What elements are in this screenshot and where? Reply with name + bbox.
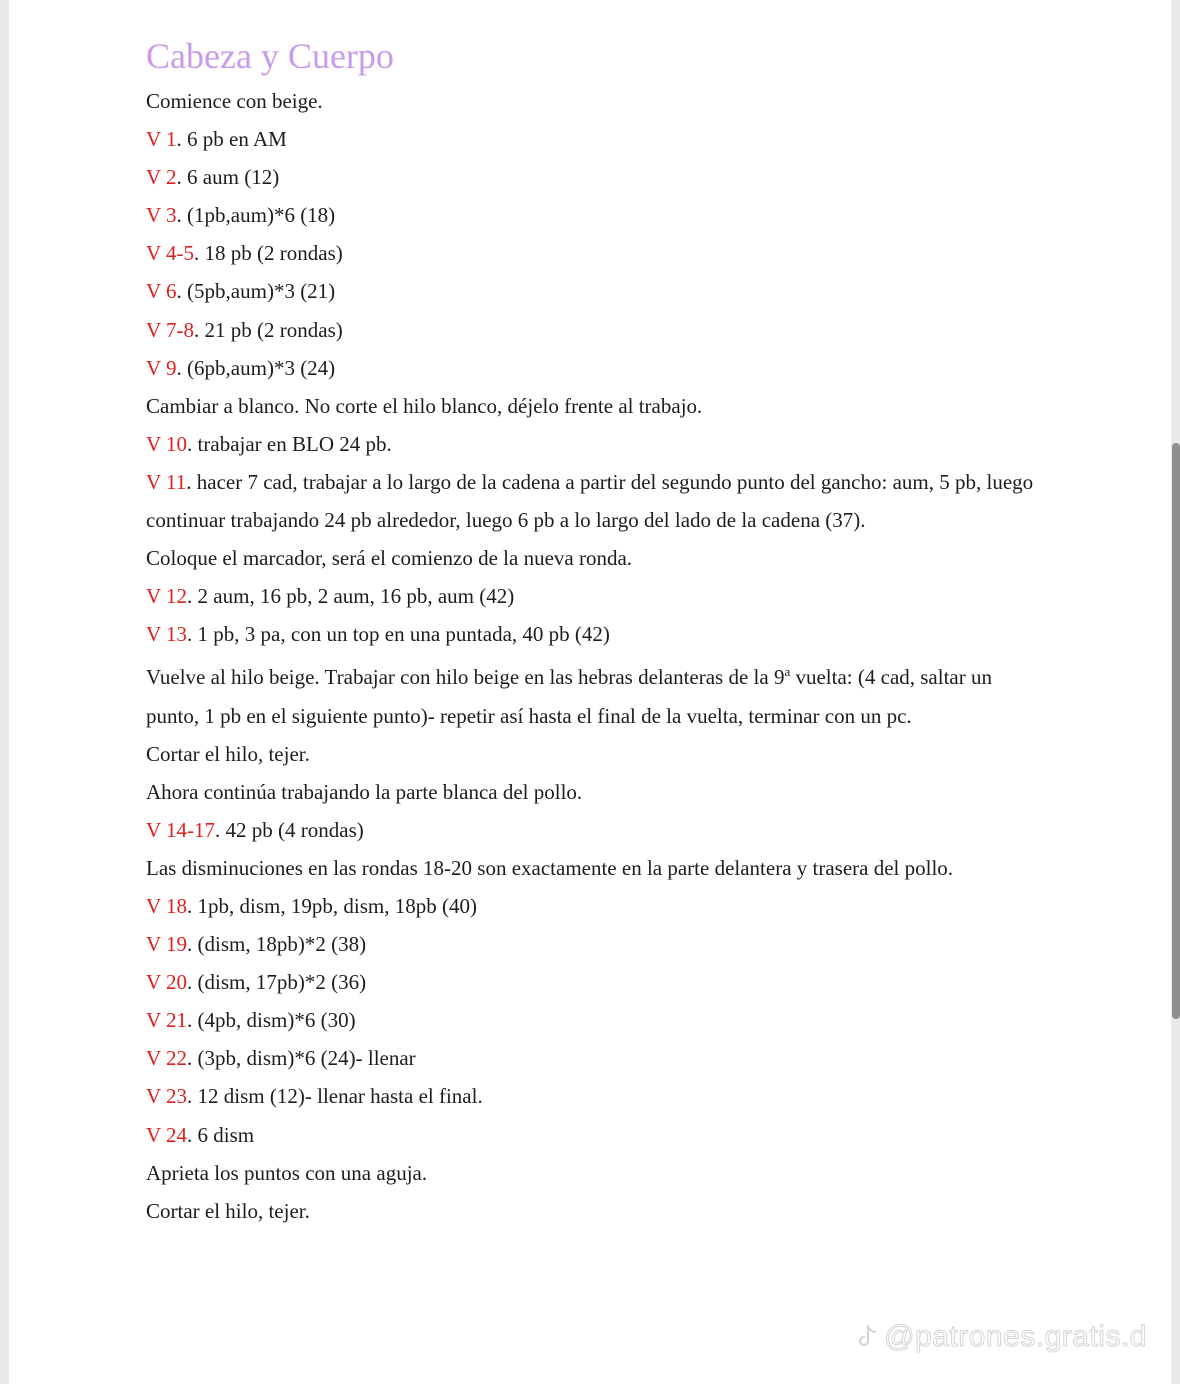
round-label: V 22 xyxy=(146,1046,188,1071)
instruction-text: Aprieta los puntos con una aguja. xyxy=(146,1160,428,1185)
round-line xyxy=(146,1001,1046,1039)
instruction-line xyxy=(146,849,1046,887)
instruction-text: vuelta: (4 cad, saltar un punto, 1 pb en el siguiente punto)- repetir así hasta el final de la vuelta, terminar con un pc. xyxy=(146,665,992,728)
round-text: . (dism, 18pb)*2 (38) xyxy=(187,932,367,957)
round-line xyxy=(146,311,1046,349)
round-text: . (3pb, dism)*6 (24)- llenar xyxy=(187,1046,416,1071)
instruction-line xyxy=(146,387,1046,425)
round-text: . 18 pb (2 rondas) xyxy=(194,241,343,266)
instruction-line xyxy=(146,1154,1046,1192)
round-line xyxy=(146,577,1046,615)
round-line xyxy=(146,925,1046,963)
round-text: . (5pb,aum)*3 (21) xyxy=(176,279,336,304)
instruction-text: Cambiar a blanco. No corte el hilo blanco, déjelo frente al trabajo. xyxy=(146,393,703,418)
instruction-text: Las disminuciones en las rondas 18-20 son exactamente en la parte delantera y trasera del pollo. xyxy=(146,855,954,880)
round-text: . 21 pb (2 rondas) xyxy=(194,317,343,342)
round-label: V 6 xyxy=(146,279,177,304)
round-line xyxy=(146,1039,1046,1077)
round-text: . 2 aum, 16 pb, 2 aum, 16 pb, aum (42) xyxy=(187,584,515,609)
round-label: V 12 xyxy=(146,584,188,609)
round-text: . 42 pb (4 rondas) xyxy=(215,817,364,842)
round-text: . 1 pb, 3 pa, con un top en una puntada, 40 pb (42) xyxy=(187,622,610,647)
round-line xyxy=(146,887,1046,925)
instruction-line xyxy=(146,653,1046,734)
instruction-text: Comience con beige. xyxy=(146,89,323,113)
round-label: V 23 xyxy=(146,1084,188,1109)
round-line xyxy=(146,615,1046,653)
round-label: V 20 xyxy=(146,970,188,995)
pattern-content xyxy=(146,34,1046,1230)
round-text: . 6 dism xyxy=(187,1122,255,1147)
instruction-text: Vuelve al hilo beige. Trabajar con hilo beige en las hebras delanteras de la 9 xyxy=(146,665,785,690)
round-label: V 18 xyxy=(146,893,188,918)
round-text: . 6 pb en AM xyxy=(176,127,287,152)
round-line xyxy=(146,463,1046,539)
round-text: . 12 dism (12)- llenar hasta el final. xyxy=(187,1084,483,1109)
round-line xyxy=(146,811,1046,849)
round-line xyxy=(146,158,1046,196)
round-text: . (6pb,aum)*3 (24) xyxy=(176,355,336,380)
ordinal-superscript: a xyxy=(784,664,791,680)
instruction-line xyxy=(146,539,1046,577)
round-label: V 9 xyxy=(146,355,177,380)
round-text: . trabajar en BLO 24 pb. xyxy=(187,431,392,456)
round-label: V 19 xyxy=(146,932,188,957)
section-title: Cabeza y Cuerpo xyxy=(146,36,394,76)
round-label: V 1 xyxy=(146,127,177,152)
round-text: . (1pb,aum)*6 (18) xyxy=(176,203,336,228)
round-text: . hacer 7 cad, trabajar a lo largo de la cadena a partir del segundo punto del gancho: aum, 5 pb, luego continuar trabajando 24 pb alrededor, luego 6 pb a lo largo del lado de la cadena (37). xyxy=(146,469,1034,533)
instruction-line xyxy=(146,735,1046,773)
round-text: . (dism, 17pb)*2 (36) xyxy=(187,970,367,995)
instruction-text: Cortar el hilo, tejer. xyxy=(146,1198,310,1223)
round-label: V 21 xyxy=(146,1008,188,1033)
watermark-handle: @patrones.gratis.d xyxy=(884,1320,1147,1353)
round-line xyxy=(146,349,1046,387)
instruction-line xyxy=(146,773,1046,811)
round-line xyxy=(146,234,1046,272)
round-label: V 13 xyxy=(146,622,188,647)
instruction-line xyxy=(146,1192,1046,1230)
round-label: V 24 xyxy=(146,1122,188,1147)
instruction-text: Coloque el marcador, será el comienzo de la nueva ronda. xyxy=(146,546,633,571)
round-line xyxy=(146,425,1046,463)
round-line xyxy=(146,1116,1046,1154)
round-label: V 4-5 xyxy=(146,241,195,266)
instruction-text: Cortar el hilo, tejer. xyxy=(146,741,310,766)
instruction-line xyxy=(146,82,1046,120)
round-label: V 2 xyxy=(146,165,177,190)
round-line xyxy=(146,196,1046,234)
instruction-text: Ahora continúa trabajando la parte blanca del pollo. xyxy=(146,779,583,804)
document-page xyxy=(9,0,1171,1384)
round-label: V 3 xyxy=(146,203,177,228)
round-line xyxy=(146,963,1046,1001)
round-label: V 10 xyxy=(146,431,188,456)
tiktok-icon xyxy=(856,1324,878,1350)
round-line xyxy=(146,1077,1046,1115)
round-text: . (4pb, dism)*6 (30) xyxy=(187,1008,356,1033)
round-text: . 1pb, dism, 19pb, dism, 18pb (40) xyxy=(187,893,477,918)
round-line xyxy=(146,272,1046,310)
round-label: V 7-8 xyxy=(146,317,195,342)
round-text: . 6 aum (12) xyxy=(176,165,280,190)
round-label: V 14-17 xyxy=(146,817,216,842)
scrollbar[interactable] xyxy=(1172,443,1180,1019)
round-line xyxy=(146,120,1046,158)
round-label: V 11 xyxy=(146,469,187,494)
watermark xyxy=(856,1320,1147,1354)
